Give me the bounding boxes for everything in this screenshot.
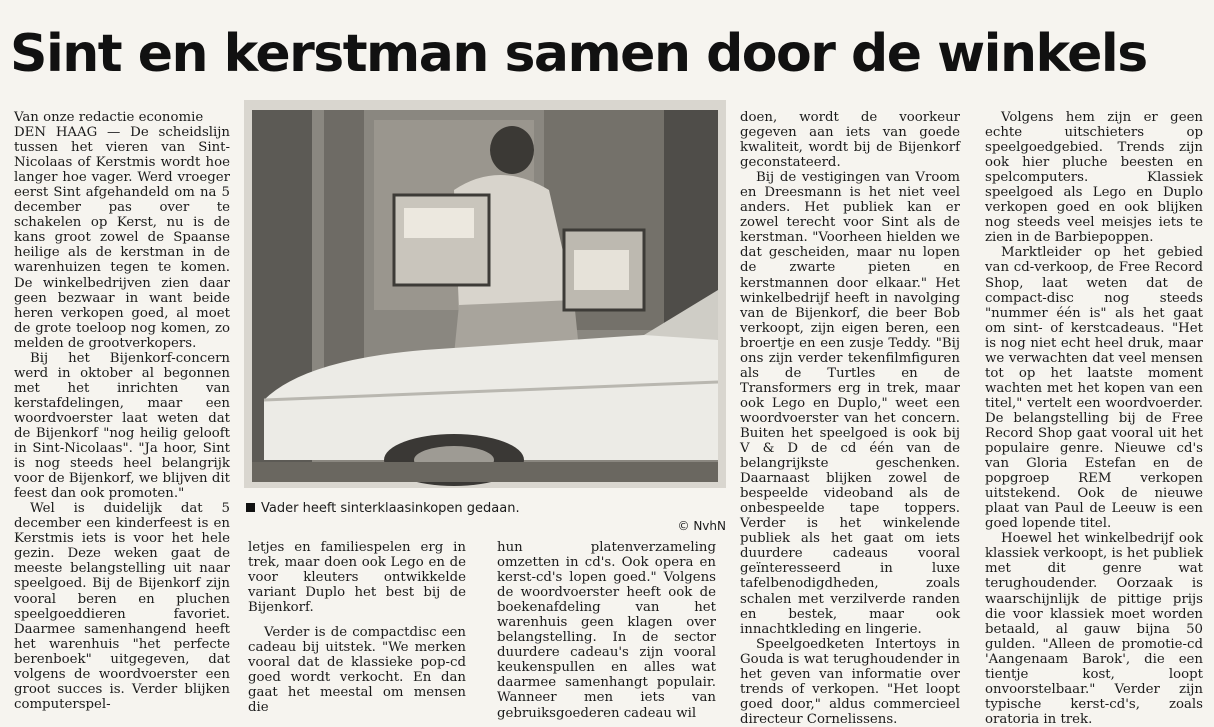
photo-caption	[246, 500, 726, 518]
article-column-4	[740, 110, 960, 727]
article-column-2	[248, 540, 466, 716]
paragraph: Bij het Bijenkorf-concern werd in oktober al begonnen met het inrichten van kerstafdelingen, maar een woordvoerster laat weten dat de Bijenkorf "nog heilig gelooft in Sint-Nicolaas". "Ja hoor, Sint is nog steeds heel belangrijk voor de Bijenkorf, we blijven dit feest dan ook promoten."	[14, 350, 230, 502]
article-column-1	[14, 110, 230, 712]
paragraph: Wel is duidelijk dat 5 december een kinderfeest is en Kerstmis iets is voor het hele gezin. Deze weken gaat de meeste belangstelling uit naar speelgoed. Bij de Bijenkorf zijn vooral beren en pluchen speelgoeddieren favoriet. Daarmee samenhangend heeft het warenhuis "het perfecte berenboek" uitgegeven, dat volgens de woordvoerster een groot succes is. Verder blijken computerspel-	[14, 501, 230, 712]
byline: Van onze redactie economie	[14, 110, 204, 125]
caption-text: Vader heeft sinterklaasinkopen gedaan.	[261, 501, 520, 516]
paragraph: hun platenverzameling omzetten in cd's. Ook opera en kerst-cd's lopen goed." Volgens de woordvoerster heeft ook de boekenafdeling van het warenhuis geen klagen over belangstelling. In de sector duurdere cadeau's zijn vooral keukenspullen en alles wat daarmee samenhangt populair. Wanneer men iets van gebruiksgoederen cadeau wil	[497, 540, 716, 721]
paragraph: letjes en familiespelen erg in trek, maar doen ook Lego en de voor kleuters ontwikkelde variant Duplo het best bij de Bijenkorf.	[248, 540, 466, 616]
caption-bullet-icon	[246, 503, 255, 512]
paragraph: Verder is de compactdisc een cadeau bij uitstek. "We merken vooral dat de klassieke pop-cd goed wordt verkocht. En dan gaat het meestal om mensen die	[248, 625, 466, 716]
photo-credit: © NvhN	[677, 519, 726, 533]
paragraph: Hoewel het winkelbedrijf ook klassiek verkoopt, is het publiek met dit genre wat terughoudender. Oorzaak is waarschijnlijk de pittige prijs die voor klassiek moet worden betaald, al gauw bijna 50 gulden. "Alleen de promotie-cd 'Aangenaam Barok', die een tientje kost, loopt onvoorstelbaar." Verder zijn typische kerst-cd's, zoals oratoria in trek.	[985, 531, 1203, 727]
paragraph: Bij de vestigingen van Vroom en Dreesmann is het niet veel anders. Het publiek kan er zowel terecht voor Sint als de kerstman. "Voorheen hielden we dat gescheiden, maar nu lopen de zwarte pieten en kerstmannen door elkaar." Het winkelbedrijf heeft in navolging van de Bijenkorf, die beer Bob verkoopt, zijn eigen beren, een broertje en een zusje Teddy. "Bij ons zijn verder tekenfilmfiguren als de Turtles en de Transformers erg in trek, maar ook Lego en Duplo," weet een woordvoerster van het concern. Buiten het speelgoed is ook bij V & D de cd één van de belangrijkste geschenken. Daarnaast blijken zowel de bespeelde videoband als de onbespeelde tape toppers. Verder is het winkelende publiek als het gaat om iets duurdere cadeaus vooral geïnteresseerd in luxe tafelbenodigdheden, zoals schalen met verzilverde randen en bestek, maar ook innachtkleding en lingerie.	[740, 170, 960, 637]
article-headline: Sint en kerstman samen door de winkels	[10, 24, 1147, 84]
photo-illustration	[244, 100, 726, 488]
article-column-3	[497, 540, 716, 721]
paragraph: Marktleider op het gebied van cd-verkoop, de Free Record Shop, laat weten dat de compact-disc nog steeds "nummer één is" als het gaat om sint- of kerstcadeaus. "Het is nog niet echt heel druk, maar we verwachten dat veel mensen tot op het laatste moment wachten met het kopen van een titel," vertelt een woordvoerder. De belangstelling bij de Free Record Shop gaat vooral uit het populaire genre. Nieuwe cd's van Gloria Estefan en de popgroep REM verkopen uitstekend. Ook de nieuwe plaat van Paul de Leeuw is een goed lopende titel.	[985, 245, 1203, 532]
paragraph: doen, wordt de voorkeur gegeven aan iets van goede kwaliteit, wordt bij de Bijenkorf geconstateerd.	[740, 110, 960, 171]
paragraph: Speelgoedketen Intertoys in Gouda is wat terughoudender in het geven van informatie over trends of verkopen. "Het loopt goed door," aldus commercieel directeur Cornelissens.	[740, 636, 960, 727]
paragraph: Volgens hem zijn er geen echte uitschieters op speelgoedgebied. Trends zijn ook hier pluche beesten en spelcomputers. Klassiek speelgoed als Lego en Duplo verkopen goed en ook blijken nog steeds veel meisjes iets te zien in de Barbiepoppen.	[985, 110, 1203, 246]
article-photo	[244, 100, 726, 488]
paragraph: DEN HAAG — De scheidslijn tussen het vieren van Sint-Nicolaas of Kerstmis wordt hoe langer hoe vager. Werd vroeger eerst Sint afgehandeld om na 5 december pas over te schakelen op Kerst, nu is de kans groot zowel de Spaanse heilige als de kerstman in de warenhuizen tegen te komen. De winkelbedrijven zien daar geen bezwaar in want beide heren verkopen goed, al moet de grote toeloop nog komen, zo melden de grootverkopers.	[14, 125, 230, 351]
article-column-5	[985, 110, 1203, 727]
